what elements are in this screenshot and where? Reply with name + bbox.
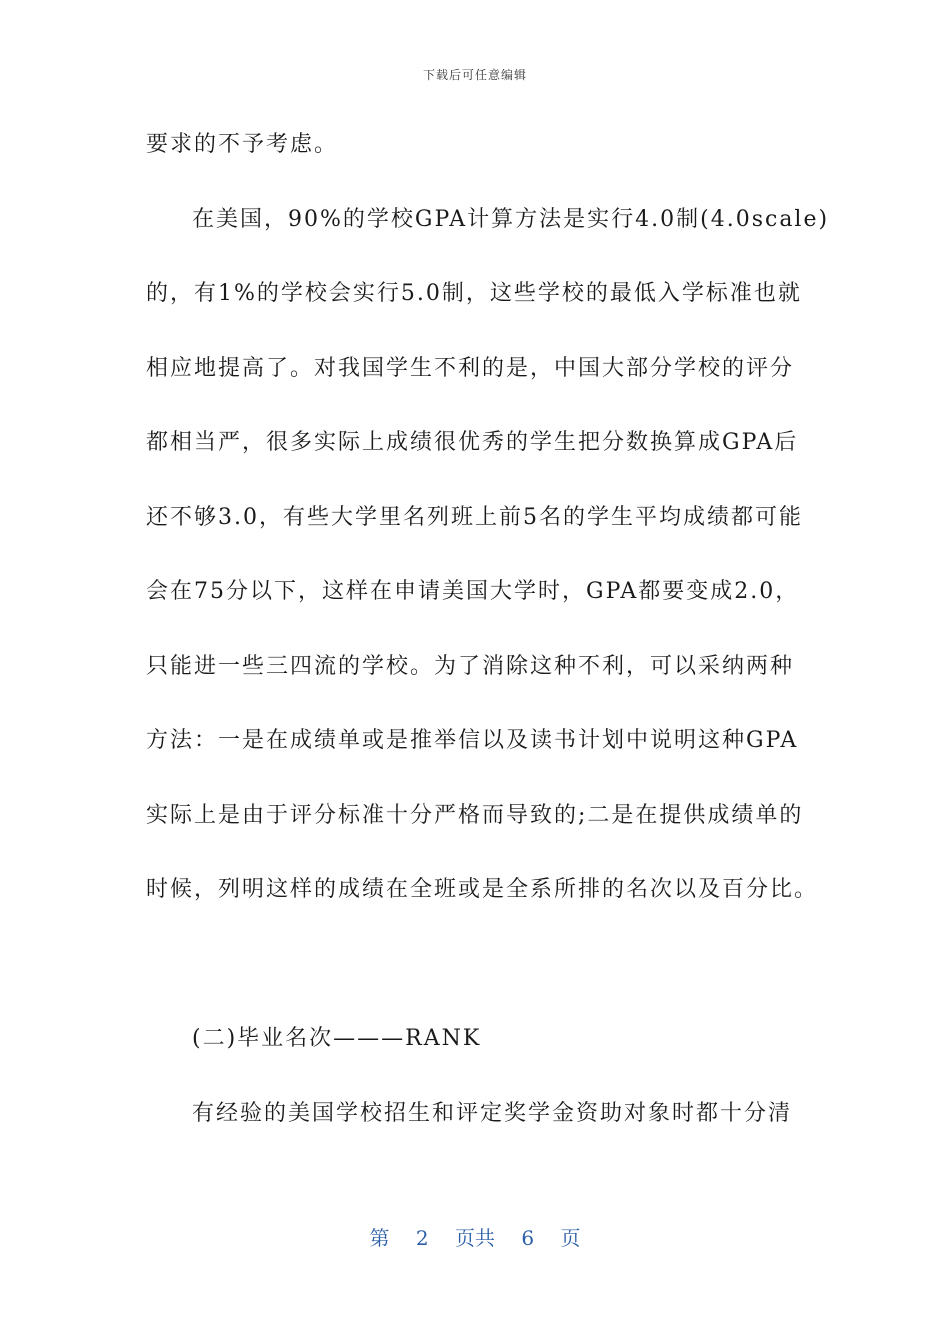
page-header-note: 下载后可任意编辑 bbox=[422, 68, 527, 82]
footer-suffix: 页 bbox=[560, 1226, 581, 1250]
paragraph-gap bbox=[146, 945, 816, 1020]
page-number-footer bbox=[0, 1222, 950, 1251]
document-body bbox=[146, 125, 830, 1168]
paragraph-line: 在美国，90%的学校GPA计算方法是实行4.0制(4.0scale) bbox=[192, 206, 830, 232]
total-pages-number: 6 bbox=[521, 1226, 535, 1250]
section-heading: (二)毕业名次———RANK bbox=[192, 1026, 482, 1051]
paragraph-line: 要求的不予考虑。 bbox=[146, 132, 339, 157]
paragraph-line: 都相当严，很多实际上成绩很优秀的学生把分数换算成GPA后 bbox=[146, 430, 799, 455]
paragraph-line: 的，有1%的学校会实行5.0制，这些学校的最低入学标准也就 bbox=[146, 281, 802, 306]
paragraph-line: 方法：一是在成绩单或是推举信以及读书计划中说明这种GPA bbox=[146, 728, 799, 753]
paragraph-line: 会在75分以下，这样在申请美国大学时，GPA都要变成2.0， bbox=[146, 579, 800, 604]
footer-middle: 页共 bbox=[455, 1226, 495, 1250]
paragraph-line: 有经验的美国学校招生和评定奖学金资助对象时都十分清 bbox=[192, 1100, 793, 1126]
current-page-number: 2 bbox=[415, 1226, 429, 1250]
paragraph-line: 只能进一些三四流的学校。为了消除这种不利，可以采纳两种 bbox=[146, 653, 795, 679]
footer-prefix: 第 bbox=[369, 1226, 390, 1250]
paragraph-line: 还不够3.0，有些大学里名列班上前5名的学生平均成绩都可能 bbox=[146, 504, 803, 530]
paragraph-line: 时候，列明这样的成绩在全班或是全系所排的名次以及百分比。 bbox=[146, 877, 819, 902]
paragraph-line: 相应地提高了。对我国学生不利的是，中国大部分学校的评分 bbox=[146, 355, 795, 381]
paragraph-line: 实际上是由于评分标准十分严格而导致的;二是在提供成绩单的 bbox=[146, 802, 804, 828]
